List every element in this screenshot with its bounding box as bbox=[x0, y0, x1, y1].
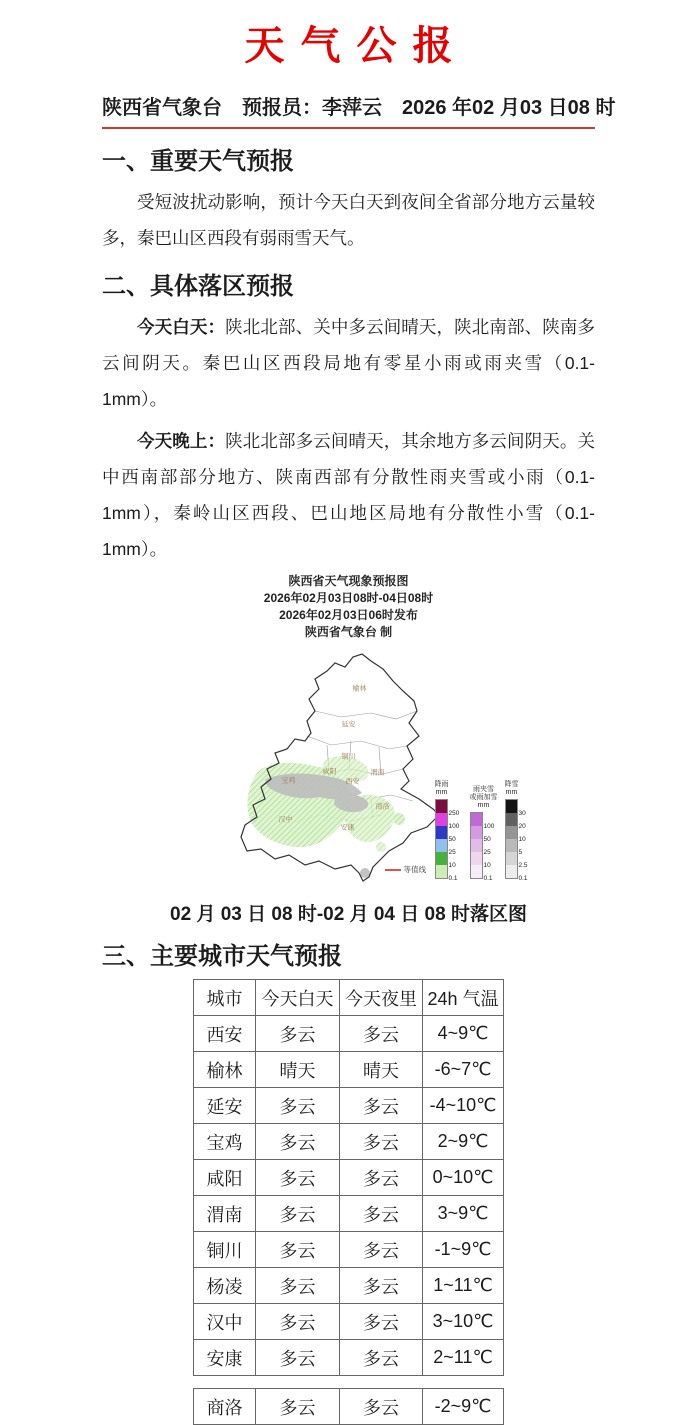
table-cell-city: 安康 bbox=[194, 1340, 256, 1376]
table-cell-day: 多云 bbox=[256, 1124, 340, 1160]
section1-paragraph: 受短波扰动影响，预计今天白天到夜间全省部分地方云量较多，秦巴山区西段有弱雨雪天气。 bbox=[102, 192, 595, 248]
city-table2-body bbox=[194, 1389, 504, 1425]
table-cell-day: 多云 bbox=[256, 1160, 340, 1196]
legend-tick-label: 50 bbox=[448, 836, 456, 843]
table-row bbox=[194, 1268, 504, 1304]
table-cell-temp: -2~9℃ bbox=[423, 1389, 504, 1425]
legend-tick-label: 25 bbox=[483, 849, 491, 856]
section2-paragraph-day bbox=[102, 309, 595, 417]
table-cell-night: 多云 bbox=[340, 1160, 423, 1196]
table-cell-day: 多云 bbox=[256, 1232, 340, 1268]
table-cell-night: 多云 bbox=[340, 1196, 423, 1232]
table-cell-night: 多云 bbox=[340, 1389, 423, 1425]
table-cell-city: 杨凌 bbox=[194, 1268, 256, 1304]
map-wrap bbox=[139, 641, 559, 893]
map-legend bbox=[434, 781, 535, 882]
table-header-cell: 城市 bbox=[194, 980, 256, 1016]
legend-tick-label: 50 bbox=[483, 836, 491, 843]
table-cell-temp: 3~9℃ bbox=[423, 1196, 504, 1232]
map-city-label: 榆林 bbox=[352, 685, 367, 693]
legend-tick-label: 20 bbox=[518, 823, 526, 830]
table-cell-temp: 2~11℃ bbox=[423, 1340, 504, 1376]
table-header-cell: 今天夜里 bbox=[340, 980, 423, 1016]
table-cell-city: 商洛 bbox=[194, 1389, 256, 1425]
table-cell-day: 多云 bbox=[256, 1389, 340, 1425]
map-header-line: 陕西省气象台 制 bbox=[304, 625, 393, 639]
table-row bbox=[194, 1196, 504, 1232]
table-cell-day: 多云 bbox=[256, 1268, 340, 1304]
section2-heading: 二、具体落区预报 bbox=[102, 273, 294, 300]
table-cell-city: 铜川 bbox=[194, 1232, 256, 1268]
table-cell-city: 榆林 bbox=[194, 1052, 256, 1088]
table-cell-night: 多云 bbox=[340, 1268, 423, 1304]
table-cell-night: 多云 bbox=[340, 1016, 423, 1052]
table-row bbox=[194, 1052, 504, 1088]
legend-bar-title: 降雪 mm bbox=[504, 781, 519, 796]
table-row bbox=[194, 1232, 504, 1268]
legend-tick-label: 100 bbox=[483, 823, 495, 830]
table-header-cell: 24h 气温 bbox=[423, 980, 504, 1016]
legend-tick-label: 0.1 bbox=[518, 875, 528, 882]
table-cell-day: 晴天 bbox=[256, 1052, 340, 1088]
map-city-label: 商洛 bbox=[375, 803, 390, 811]
table-cell-city: 汉中 bbox=[194, 1304, 256, 1340]
table-cell-city: 延安 bbox=[194, 1088, 256, 1124]
table-cell-temp: -6~7℃ bbox=[423, 1052, 504, 1088]
section2-paragraph-night bbox=[102, 423, 595, 567]
table-cell-day: 多云 bbox=[256, 1196, 340, 1232]
city-weather-table-continued bbox=[193, 1388, 504, 1425]
table-cell-night: 多云 bbox=[340, 1304, 423, 1340]
city-table-header-row bbox=[194, 980, 504, 1016]
map-city-label: 渭南 bbox=[370, 769, 385, 777]
daytime-text: 陕北北部、关中多云间晴天，陕北南部、陕南多云间阴天。秦巴山区西段局地有零星小雨或雨夹雪（0.1-1mm）。 bbox=[102, 317, 596, 409]
table-cell-night: 多云 bbox=[340, 1088, 423, 1124]
table-header-cell: 今天白天 bbox=[256, 980, 340, 1016]
legend-tick-label: 10 bbox=[483, 862, 491, 869]
map-header-line: 2026年02月03日08时-04日08时 bbox=[263, 591, 434, 605]
table-row bbox=[194, 1389, 504, 1425]
table-cell-night: 多云 bbox=[340, 1340, 423, 1376]
map-city-label: 延安 bbox=[341, 721, 356, 729]
table-row bbox=[194, 1340, 504, 1376]
isoline-swatch-icon bbox=[385, 869, 401, 871]
meta-line: 陕西省气象台 预报员：李萍云 2026 年02 月03 日08 时 bbox=[102, 91, 595, 129]
legend-tick-label: 100 bbox=[448, 823, 460, 830]
table-row bbox=[194, 1016, 504, 1052]
city-table-body bbox=[194, 1016, 504, 1376]
table-cell-temp: 0~10℃ bbox=[423, 1160, 504, 1196]
table-cell-night: 多云 bbox=[340, 1124, 423, 1160]
map-city-label: 宝鸡 bbox=[281, 777, 296, 785]
table-cell-city: 宝鸡 bbox=[194, 1124, 256, 1160]
table-cell-temp: -4~10℃ bbox=[423, 1088, 504, 1124]
table-cell-day: 多云 bbox=[256, 1304, 340, 1340]
map-header-line: 陕西省天气现象预报图 bbox=[288, 574, 409, 588]
table-row bbox=[194, 1124, 504, 1160]
table-cell-day: 多云 bbox=[256, 1016, 340, 1052]
legend-tick-label: 2.5 bbox=[518, 862, 528, 869]
legend-bar-title: 降雨 mm bbox=[434, 781, 449, 796]
map-city-label: 西安 bbox=[345, 778, 360, 786]
table-cell-city: 渭南 bbox=[194, 1196, 256, 1232]
legend-bar bbox=[469, 786, 500, 882]
isoline-legend bbox=[385, 864, 427, 875]
section3-heading: 三、主要城市天气预报 bbox=[102, 943, 342, 970]
table-row bbox=[194, 1304, 504, 1340]
map-city-label: 安康 bbox=[340, 824, 355, 832]
table-cell-day: 多云 bbox=[256, 1340, 340, 1376]
night-text: 陕北北部多云间晴天，其余地方多云间阴天。关中西南部部分地方、陕南西部有分散性雨夹雪或小雨（0.1-1mm），秦岭山区西段、巴山地区局地有分散性小雪（0.1-1mm）。 bbox=[102, 431, 596, 559]
isoline-label: 等值线 bbox=[403, 865, 426, 874]
legend-bar bbox=[434, 781, 465, 882]
legend-tick-label: 5 bbox=[518, 849, 523, 856]
map-city-label: 铜川 bbox=[341, 753, 356, 761]
map-city-label: 咸阳 bbox=[322, 768, 337, 776]
section1-heading: 一、重要天气预报 bbox=[102, 148, 294, 175]
table-cell-night: 多云 bbox=[340, 1232, 423, 1268]
legend-tick-label: 10 bbox=[518, 836, 526, 843]
daytime-label: 今天白天： bbox=[137, 317, 226, 337]
legend-bar bbox=[504, 781, 535, 882]
legend-tick-label: 250 bbox=[448, 810, 460, 817]
page-title: 天气公报 bbox=[244, 24, 469, 68]
table-cell-temp: 1~11℃ bbox=[423, 1268, 504, 1304]
table-cell-day: 多云 bbox=[256, 1088, 340, 1124]
table-cell-city: 咸阳 bbox=[194, 1160, 256, 1196]
table-cell-temp: -1~9℃ bbox=[423, 1232, 504, 1268]
table-cell-night: 晴天 bbox=[340, 1052, 423, 1088]
legend-tick-label: 10 bbox=[448, 862, 456, 869]
table-cell-city: 西安 bbox=[194, 1016, 256, 1052]
map-city-label: 汉中 bbox=[278, 816, 293, 824]
map-header bbox=[102, 573, 595, 641]
legend-tick-label: 30 bbox=[518, 810, 526, 817]
table-cell-temp: 3~10℃ bbox=[423, 1304, 504, 1340]
legend-bar-title: 雨夹雪 或雨加雪 mm bbox=[469, 786, 498, 809]
legend-tick-label: 0.1 bbox=[448, 875, 458, 882]
city-weather-table bbox=[193, 979, 504, 1376]
table-row bbox=[194, 1160, 504, 1196]
night-label: 今天晚上： bbox=[137, 431, 226, 451]
map-caption: 02 月 03 日 08 时-02 月 04 日 08 时落区图 bbox=[170, 904, 527, 925]
table-cell-temp: 2~9℃ bbox=[423, 1124, 504, 1160]
legend-tick-label: 0.1 bbox=[483, 875, 493, 882]
legend-tick-label: 25 bbox=[448, 849, 456, 856]
table-row bbox=[194, 1088, 504, 1124]
table-cell-temp: 4~9℃ bbox=[423, 1016, 504, 1052]
map-header-line: 2026年02月03日06时发布 bbox=[279, 608, 418, 622]
forecast-map-block bbox=[102, 573, 595, 926]
